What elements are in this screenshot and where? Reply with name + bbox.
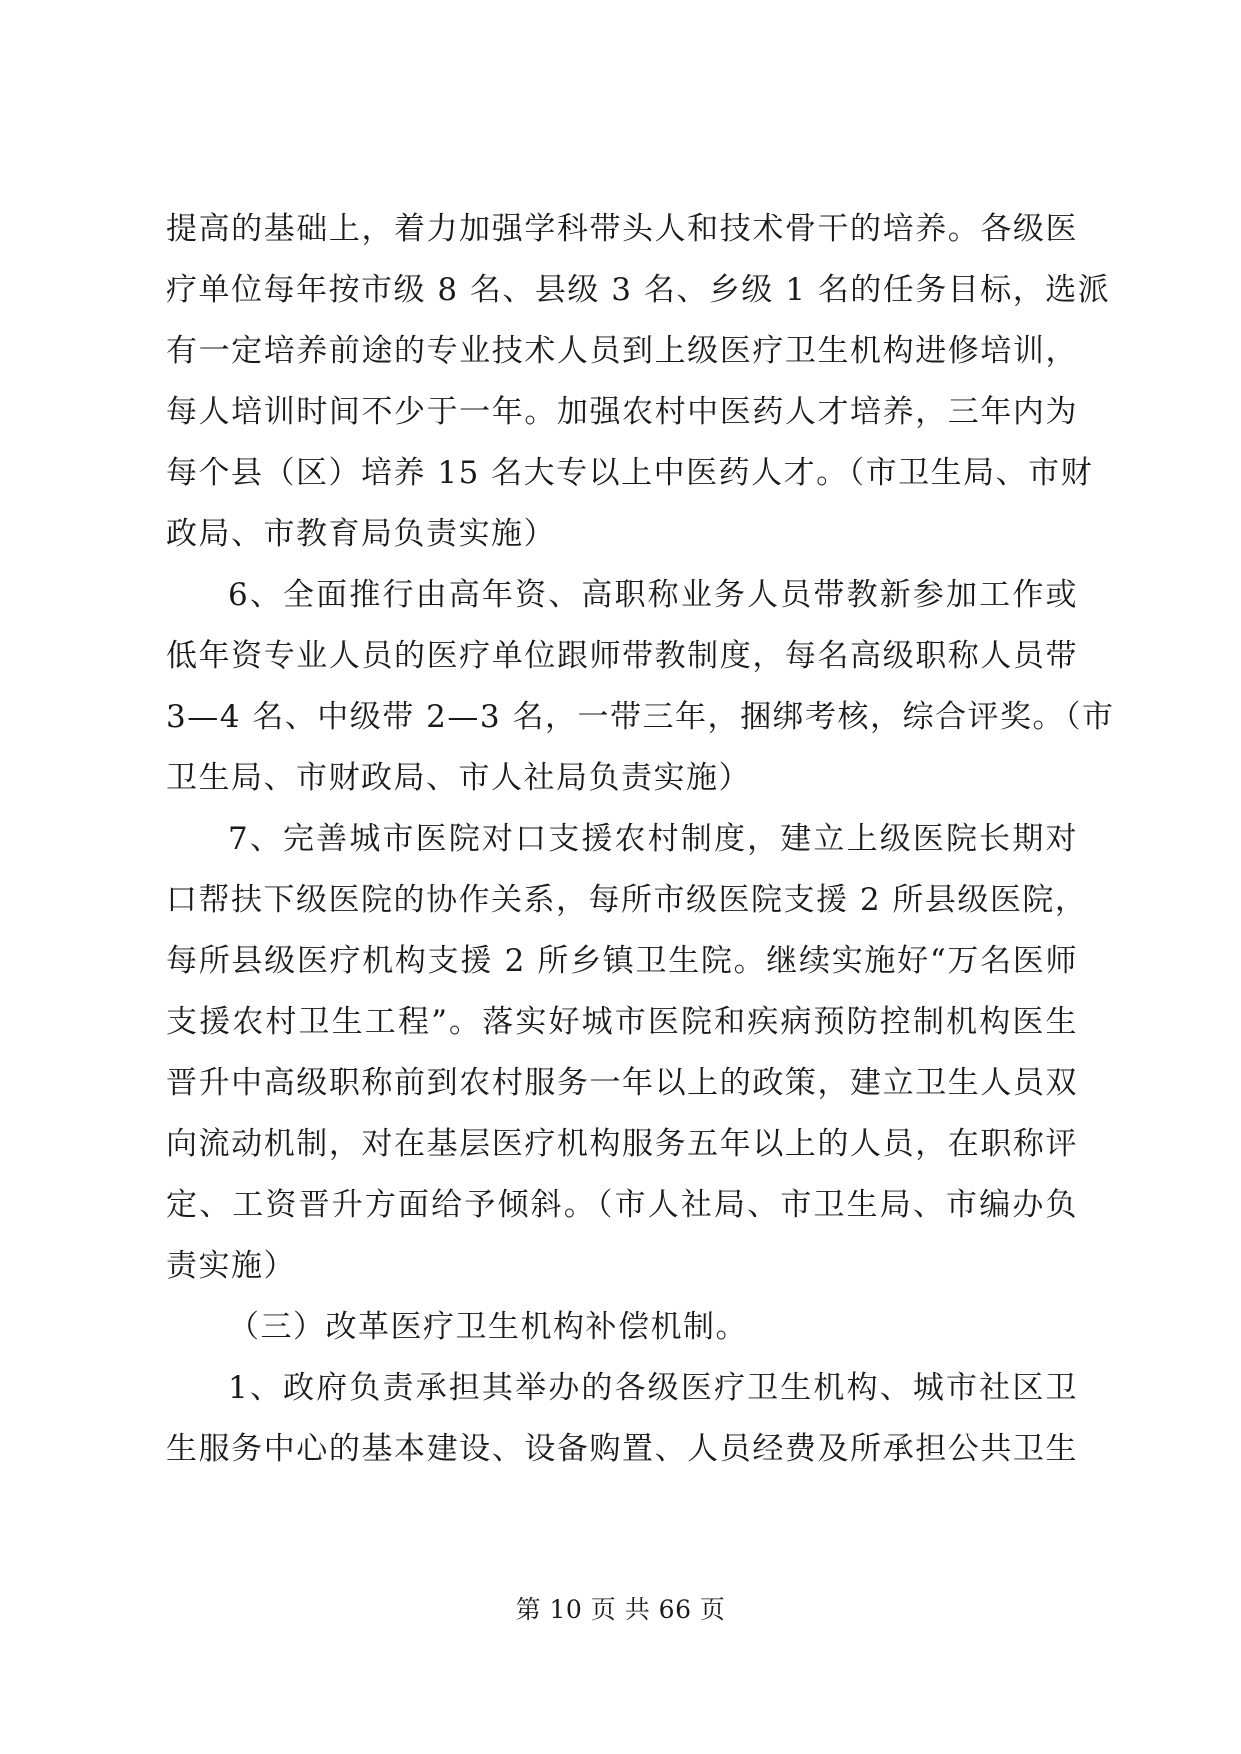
text-line: 政局、市教育局负责实施） <box>166 516 556 552</box>
text-line: 晋升中高级职称前到农村服务一年以上的政策，建立卫生人员双 <box>166 1065 1078 1101</box>
text-line: 支援农村卫生工程”。落实好城市医院和疾病预防控制机构医生 <box>166 1004 1078 1040</box>
text-line: 3—4 名、中级带 2—3 名，一带三年，捆绑考核，综合评奖。（市 <box>166 699 1115 735</box>
text-line: 疗单位每年按市级 8 名、县级 3 名、乡级 1 名的任务目标，选派 <box>166 272 1111 308</box>
paragraph-start-line: 6、全面推行由高年资、高职称业务人员带教新参加工作或 <box>228 577 1078 613</box>
paragraph-start-line: 1、政府负责承担其举办的各级医疗卫生机构、城市社区卫 <box>228 1370 1078 1406</box>
text-line: 向流动机制，对在基层医疗机构服务五年以上的人员，在职称评 <box>166 1126 1078 1162</box>
text-line: 定、工资晋升方面给予倾斜。（市人社局、市卫生局、市编办负 <box>166 1187 1078 1223</box>
text-line: 提高的基础上，着力加强学科带头人和技术骨干的培养。各级医 <box>166 211 1078 247</box>
section-heading: （三）改革医疗卫生机构补偿机制。 <box>228 1309 748 1345</box>
text-line: 每人培训时间不少于一年。加强农村中医药人才培养，三年内为 <box>166 394 1078 430</box>
body-text <box>166 199 1115 1480</box>
text-line: 有一定培养前途的专业技术人员到上级医疗卫生机构进修培训， <box>166 333 1078 369</box>
text-line: 责实施） <box>166 1248 296 1284</box>
paragraph-start-line: 7、完善城市医院对口支援农村制度，建立上级医院长期对 <box>228 821 1078 857</box>
text-line: 每个县（区）培养 15 名大专以上中医药人才。（市卫生局、市财 <box>166 455 1094 491</box>
text-line: 生服务中心的基本建设、设备购置、人员经费及所承担公共卫生 <box>166 1431 1078 1467</box>
text-line: 卫生局、市财政局、市人社局负责实施） <box>166 760 751 796</box>
text-line: 口帮扶下级医院的协作关系，每所市级医院支援 2 所县级医院， <box>166 882 1088 918</box>
page-footer: 第 10 页 共 66 页 <box>515 1595 726 1624</box>
text-line: 低年资专业人员的医疗单位跟师带教制度，每名高级职称人员带 <box>166 638 1078 674</box>
text-line: 每所县级医疗机构支援 2 所乡镇卫生院。继续实施好“万名医师 <box>166 943 1078 979</box>
